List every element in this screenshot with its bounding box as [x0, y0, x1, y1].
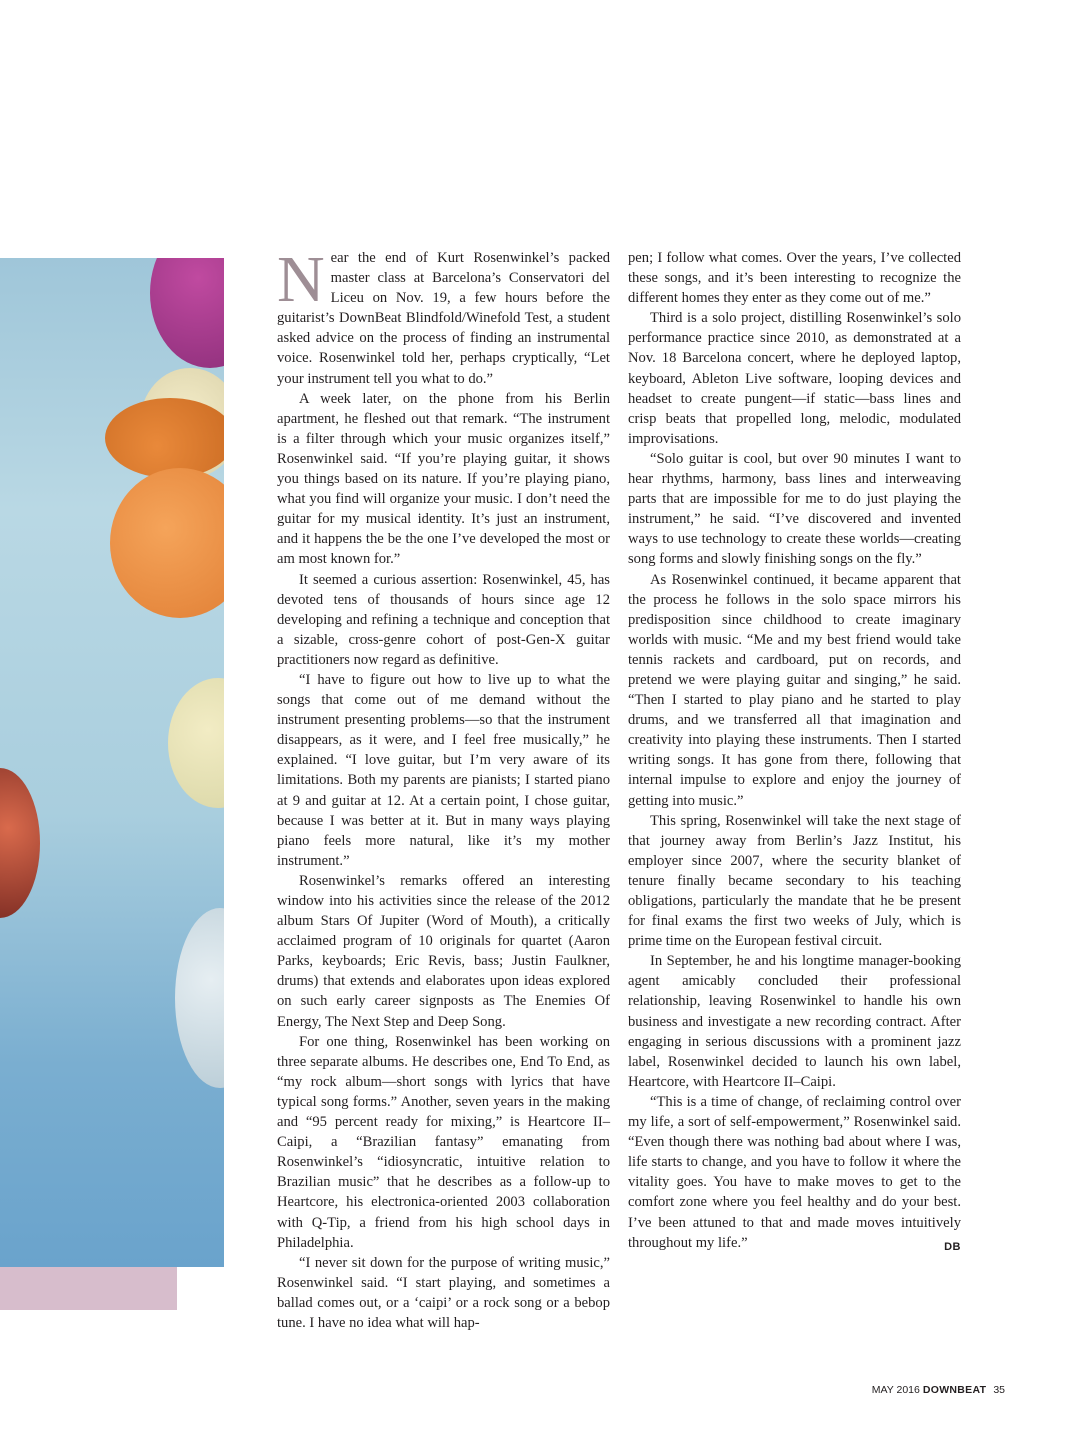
folio-page-number: 35 — [993, 1384, 1005, 1396]
paragraph-1: Near the end of Kurt Rosenwinkel’s packed master class at Barcelona’s Conservatori del Liceu on Nov. 19, a few hours before the guitarist’s DownBeat Blindfold/Winefold Test, a student asked advice on the process of finding an instrumental voice. Rosenwinkel told her, perhaps cryptically, “Let your instrument tell you what to do.” — [277, 243, 610, 387]
paragraph-7: “I never sit down for the purpose of writing music,” Rosenwinkel said. “I start playing, and sometimes a ballad comes out, or a ‘caipi’ or a rock song or a bebop tune. I have no idea what will hap- — [277, 1254, 610, 1331]
page-folio — [872, 1384, 1005, 1396]
photo-lantern-yellow — [168, 678, 224, 808]
paragraph-9: “Solo guitar is cool, but over 90 minutes I want to hear rhythms, harmony, bass lines and interweaving parts that are impossible for me to do just playing the instrument,” he said. “I’ve discovered and invented ways to use technology to create these worlds—creating song forms and slowly finishing songs on the fly.” — [628, 450, 961, 568]
photo-lantern-orange — [110, 468, 224, 618]
paragraph-6: For one thing, Rosenwinkel has been working on three separate albums. He describes one, End To End, as “my rock album—short songs with lyrics that have typical song forms.” Another, seven years in the making and “95 percent ready for mixing,” is Heartcore II–Caipi, a “Brazilian fantasy” emanating from Rosenwinkel’s “idiosyncratic, intuitive relation to Brazilian music” that he describes as a follow-up to Heartcore, his electronica-oriented 2003 collaboration with Q-Tip, a friend from his high school days in Philadelphia. — [277, 1033, 610, 1251]
paragraph-2: A week later, on the phone from his Berlin apartment, he fleshed out that remark. “The instrument is a filter through which your music organizes itself,” Rosenwinkel said. “If you’re playing guitar, it shows you things based on its nature. If you’re playing piano, what you find will organize your music. I don’t need the guitar for my musical identity. It’s just an instrument, and it happens the be the one I’ve developed the most or am most known for.” — [277, 390, 610, 568]
folio-magazine: DOWNBEAT — [922, 1384, 987, 1396]
paragraph-5: Rosenwinkel’s remarks offered an interesting window into his activities since the release of the 2012 album Stars Of Jupiter (Word of Mouth), a critically acclaimed program of 10 originals for quartet (Aaron Parks, keyboards; Eric Revis, bass; Justin Faulkner, drums) that extends and elaborates upon ideas explored on such early career signposts as The Enemies Of Energy, The Next Step and Deep Song. — [277, 872, 610, 1030]
paragraph-10: As Rosenwinkel continued, it became apparent that the process he follows in the solo space mirrors his predisposition since childhood to create imaginary worlds with music. “Me and my best friend would take tennis rackets and cardboard, put on records, and pretend we were playing guitar and singing,” he said. “Then I started to play piano and he started to play drums, and we transferred all that imagination and creativity into playing these instruments. Then I started writing songs. It has gone from there, following that internal impulse to explore and enjoy the journey of getting into music.” — [628, 571, 961, 809]
photo-lantern-magenta — [150, 258, 224, 368]
photo-lantern-pale — [175, 908, 224, 1088]
paragraph-3: It seemed a curious assertion: Rosenwinkel, 45, has devoted tens of thousands of hours since age 12 developing and refining a technique and conception that a sizable, cross-genre cohort of post-Gen-X guitar practitioners now regard as definitive. — [277, 571, 610, 668]
end-signature: DB — [944, 1240, 961, 1253]
article-column-right — [628, 248, 961, 1257]
article-column-left — [277, 243, 610, 1333]
folio-date: MAY 2016 — [871, 1384, 920, 1396]
article-photo — [0, 258, 224, 1267]
photo-lantern-orange-top — [105, 398, 224, 478]
drop-cap: N — [277, 243, 325, 316]
paragraph-8: Third is a solo project, distilling Rosenwinkel’s solo performance practice since 2010, as demonstrated at a Nov. 18 Barcelona concert, where he deployed laptop, keyboard, Ableton Live software, looping devices and headset to create pungent—if static—bass lines and crisp beats that propelled long, melodic, modulated improvisations. — [628, 310, 961, 447]
paragraph-4: “I have to figure out how to live up to what the songs that come out of me demand without the instrument presenting problems—so that the instrument disappears, as it were, and I feel free musically,” he explained. “I love guitar, but I’m very aware of its limitations. Both my parents are pianists; I started piano at 9 and guitar at 12. At a certain point, I chose guitar, because I was better at it. But in many ways playing piano feels more natural, like it’s my mother instrument.” — [277, 671, 610, 869]
paragraph-13: “This is a time of change, of reclaiming control over my life, a sort of self-empowerment,” Rosenwinkel said. “Even though there was nothing bad about where I was, life starts to change, and you have to follow it where the vitality goes. You have to make moves to get to the comfort zone where you feel healthy and do your best. I’ve been attuned to that and made moves intuitively throughout my life.” DB — [628, 1092, 961, 1253]
accent-color-bar — [0, 1267, 177, 1310]
paragraph-12: In September, he and his longtime manager-booking agent amicably concluded their professional relationship, leaving Rosenwinkel to handle his own business and investigate a new recording contract. After engaging in serious discussions with a prominent jazz label, Rosenwinkel decided to launch his own label, Heartcore, with Heartcore II–Caipi. — [628, 953, 961, 1090]
photo-lantern-red — [0, 768, 40, 918]
paragraph-11: This spring, Rosenwinkel will take the next stage of that journey away from Berlin’s Jazz Institut, his employer since 2007, where the security blanket of tenure finally became secondary to his teaching obligations, particularly the mandate that he be present for final exams the first two weeks of July, which is prime time on the European festival circuit. — [628, 812, 961, 950]
paragraph-7-continued: pen; I follow what comes. Over the years, I’ve collected these songs, and it’s been interesting to recognize the different homes they enter as they come out of me.” — [628, 250, 961, 307]
